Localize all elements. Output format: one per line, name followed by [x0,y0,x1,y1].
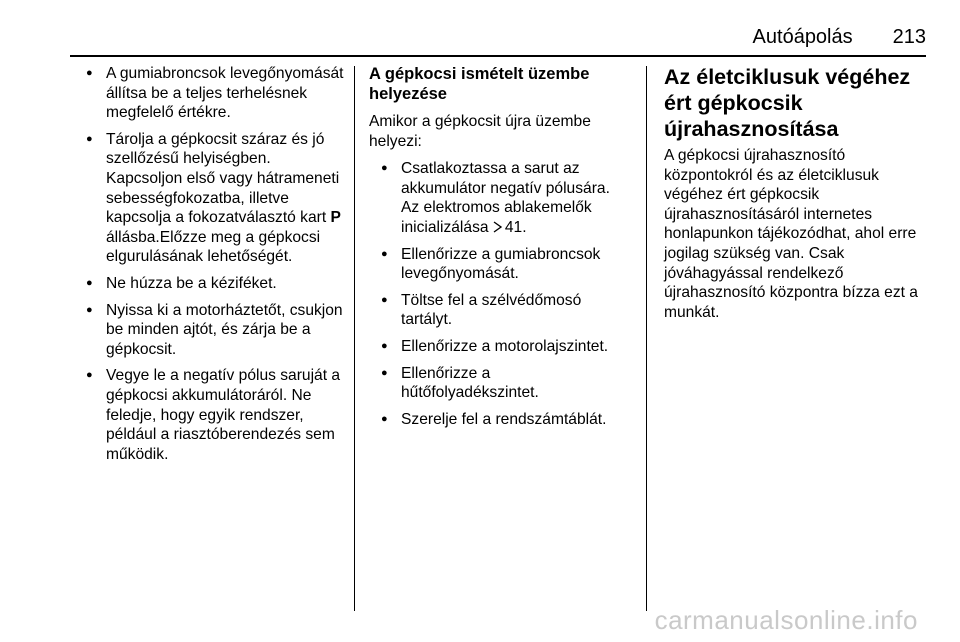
list-item: ● Töltse fel a szélvédőmosó tartályt. [381,291,631,330]
column-recycling [664,64,930,330]
list-item: ● Ellenőrizze a gumiabroncsok levegőnyomását. [381,245,631,284]
list-item: ● Ellenőrizze a motorolajszintet. [381,337,631,357]
page-header [753,26,926,54]
list-item: ● Nyissa ki a motorháztetőt, csukjon be minden ajtót, és zárja be a gépkocsit. [86,301,348,360]
list-item-text: állásba.Előzze meg a gépkocsi elgurulásának lehetőségét. [106,228,321,266]
header-rule [70,55,926,57]
page-reference-icon [493,221,502,233]
intro-text: Amikor a gépkocsit újra üzembe helyezi: [369,113,591,150]
list-item: ● Vegye le a negatív pólus saruját a gépkocsi akkumulátoráról. Ne feledje, hogy egyik rendszer, például a riasztóberendezés sem működik. [86,366,348,464]
list-item: ● Ellenőrizze a hűtőfolyadékszintet. [381,364,631,403]
section-heading: Az életciklusuk végéhez ért gépkocsik újrahasznosítása [664,65,911,141]
watermark: carmanualsonline.info [654,605,918,635]
page-reference[interactable]: 41. [504,218,527,236]
section-heading: A gépkocsi ismételt üzembe helyezése [369,65,590,103]
list-item-text: Csatlakoztassa a sarut az akkumulátor negatív pólusára. Az elektromos ablakemelők inicializálása [401,160,610,236]
list-item: ● A gumiabroncsok levegőnyomását állítsa be a teljes terhelésnek megfelelő értékre. [86,64,348,123]
list-item [381,159,631,237]
list-item: ● Szerelje fel a rendszámtáblát. [381,410,631,430]
column-divider [646,66,647,611]
list-item-text: Tárolja a gépkocsit száraz és jó szellőzésű helyiségben. Kapcsoljon első vagy hátrameneti sebességfokozatba, illetve kapcsolja a fokozatválasztó kart [106,130,340,227]
column-recommissioning [369,64,631,436]
column-storage [86,64,348,471]
list-item: ● Ne húzza be a kéziféket. [86,274,348,294]
column-divider [354,66,355,611]
page-number: 213 [892,26,926,48]
list-item [86,130,348,267]
gear-position-p: P [330,209,341,227]
section-title: Autóápolás [752,26,853,48]
body-text: A gépkocsi újrahasznosító központokról és az életciklusuk végéhez ért gépkocsik újrahasznosításáról internetes honlapunkon tájékozódhat, ahol erre jogilag szükség van. Csak jóváhagyással rendelkező újrahasznosító központra bízza ezt a munkát. [664,147,918,321]
